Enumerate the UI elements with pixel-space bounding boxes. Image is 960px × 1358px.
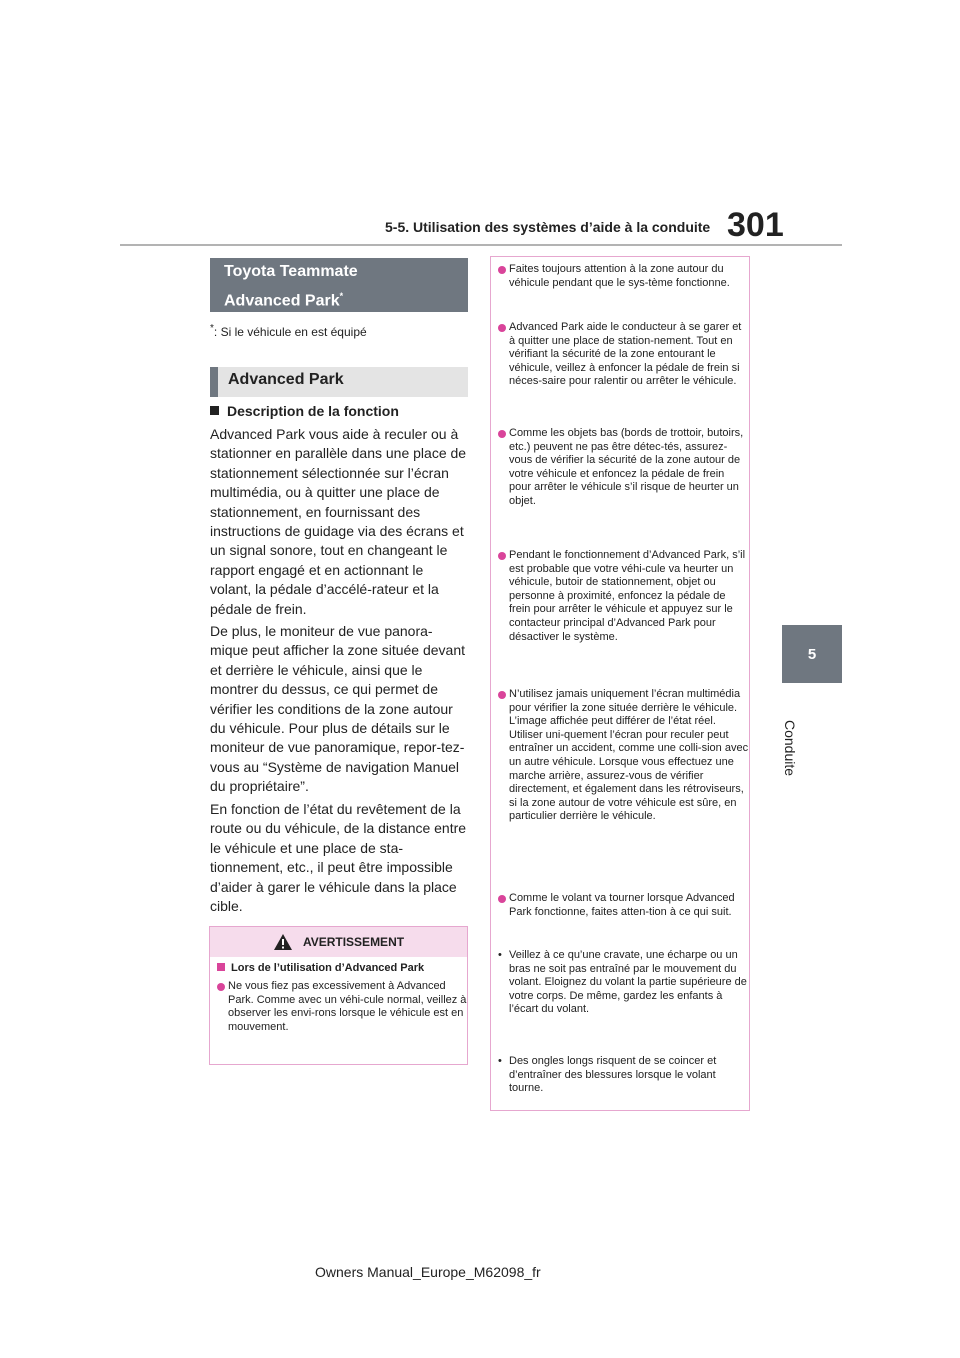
body-paragraph: En fonction de l’état du revêtement de la route ou du véhicule, de la distance entre le véhicule et une place de sta-tionnement, etc., il peut être impossible d’aider à garer le véhicule dans la place cible. <box>210 801 467 915</box>
caution-item <box>498 321 749 389</box>
footnote-mark: * <box>339 291 344 301</box>
square-bullet-icon <box>210 406 219 415</box>
caution-item-text: Comme les objets bas (bords de trottoir, butoirs, etc.) peuvent ne pas être détec-tés, assurez-vous de vérifier la sécurité de la zone autour de votre véhicule et enfoncez la pédale de frein pour arrêter le véhicule s’il risque de heurter un objet. <box>509 427 744 507</box>
caution-item-text: Comme le volant va tourner lorsque Advanced Park fonctionne, faites atten-tion à ce qui suit. <box>509 892 735 918</box>
footnote <box>210 323 367 339</box>
pink-dot-icon <box>498 552 506 560</box>
header-title: 5-5. Utilisation des systèmes d’aide à la conduite <box>385 219 711 235</box>
warning-item <box>217 980 468 1034</box>
caution-subitem-text: Des ongles longs risquent de se coincer et d’entraîner des blessures lorsque le volant tourne. <box>509 1055 717 1095</box>
caution-item-text: N’utilisez jamais uniquement l’écran multimédia pour vérifier la zone située derrière le véhicule. L’image affichée peut différer de l’état réel. Utiliser uni-quement l’écran pour reculer peut entraîner un accident, comme une colli-sion avec un autre véhicule. Lorsque vous effectuez une marche arrière, assurez-vous de vérifier directement, et également dans les rétroviseurs, si la zone autour de votre véhicule est sûre, en particulier derrière le véhicule. <box>509 688 749 823</box>
bullet-icon: • <box>498 1055 502 1067</box>
footnote-text: : Si le véhicule en est équipé <box>213 325 367 339</box>
pink-dot-icon <box>498 266 506 274</box>
caution-box <box>490 256 750 1111</box>
footnote-sup: * <box>210 323 214 334</box>
caution-item-text: Advanced Park aide le conducteur à se garer et à quitter une place de station-nement. Tout en vérifiant la sécurité de la zone entourant le véhicule, veillez à enfoncer la pédale de frein si néces-saire pour ralentir ou arrêter le véhicule. <box>509 321 742 388</box>
pink-dot-icon <box>498 324 506 332</box>
caution-item <box>498 892 749 919</box>
section-title <box>210 258 468 312</box>
chapter-tab: 5 <box>782 625 842 683</box>
pink-dot-icon <box>217 983 225 991</box>
caution-item <box>498 688 749 824</box>
warning-box <box>209 926 468 1065</box>
subheading-text: Description de la fonction <box>227 403 399 419</box>
body-paragraph: Advanced Park vous aide à reculer ou à stationner en parallèle dans une place de stationnement sélectionnée sur l’écran multimédia, ou à quitter une place de stationnement, en fournissant des instructions de guidage via des écrans et un signal sonore, tout en changeant le rapport engagé et en actionnant le volant, la pédale d’accélé-rateur et la pédale de frein. <box>210 426 467 617</box>
warning-triangle-icon <box>273 933 293 951</box>
warning-subheading-text: Lors de l’utilisation d’Advanced Park <box>231 962 425 974</box>
pink-dot-icon <box>498 895 506 903</box>
pink-square-icon <box>217 963 225 971</box>
caution-item <box>498 263 749 290</box>
caution-item-text: Pendant le fonctionnement d’Advanced Park, s’il est probable que votre véhi-cule va heurter un véhicule, butoir de stationnement, objet ou personne à proximité, enfoncez la pédale de frein pour arrêter le véhicule et appuyez sur le contacteur principal d’Advanced Park pour désactiver le système. <box>509 549 746 643</box>
section-title-line2 <box>224 284 468 313</box>
bullet-icon: • <box>498 949 502 961</box>
warning-title: AVERTISSEMENT <box>302 935 405 949</box>
pink-dot-icon <box>498 430 506 438</box>
caution-item <box>498 427 749 509</box>
header-rule <box>120 244 842 246</box>
function-subheading <box>210 403 399 419</box>
caution-item <box>498 549 749 644</box>
section-title-text: Advanced Park <box>224 292 340 310</box>
chapter-label: Conduite <box>782 720 798 777</box>
warning-item-text: Ne vous fiez pas excessivement à Advanced Park. Comme avec un véhi-cule normal, veillez à observer les envi-rons lorsque le véhicule est en mouvement. <box>228 980 467 1033</box>
body-paragraph: De plus, le moniteur de vue panora-mique peut afficher la zone située devant et derrière le véhicule, ainsi que le montrer du dessus, ce qui permet de vérifier les conditions de la zone autour du véhicule. Pour plus de détails sur le moniteur de vue panoramique, repor-tez-vous au “Système de navigation Manuel du propriétaire”. <box>210 623 466 795</box>
warning-header <box>210 927 467 957</box>
page-number: 301 <box>727 206 784 244</box>
warning-subheading <box>217 962 424 974</box>
caution-subitem-text: Veillez à ce qu’une cravate, une écharpe ou un bras ne soit pas entraîné par le mouvement du volant. Eloignez du volant la partie supérieure de votre corps. De même, gardez les enfants à l’écart du volant. <box>509 949 747 1016</box>
caution-item-text: Faites toujours attention à la zone autour du véhicule pendant que le sys-tème fonctionne. <box>509 263 730 289</box>
subsection-title: Advanced Park <box>210 367 468 397</box>
caution-subitem <box>498 949 749 1017</box>
pink-dot-icon <box>498 691 506 699</box>
section-title-line1: Toyota Teammate <box>224 263 358 280</box>
footer-text: Owners Manual_Europe_M62098_fr <box>315 1264 541 1280</box>
caution-subitem <box>498 1055 749 1096</box>
